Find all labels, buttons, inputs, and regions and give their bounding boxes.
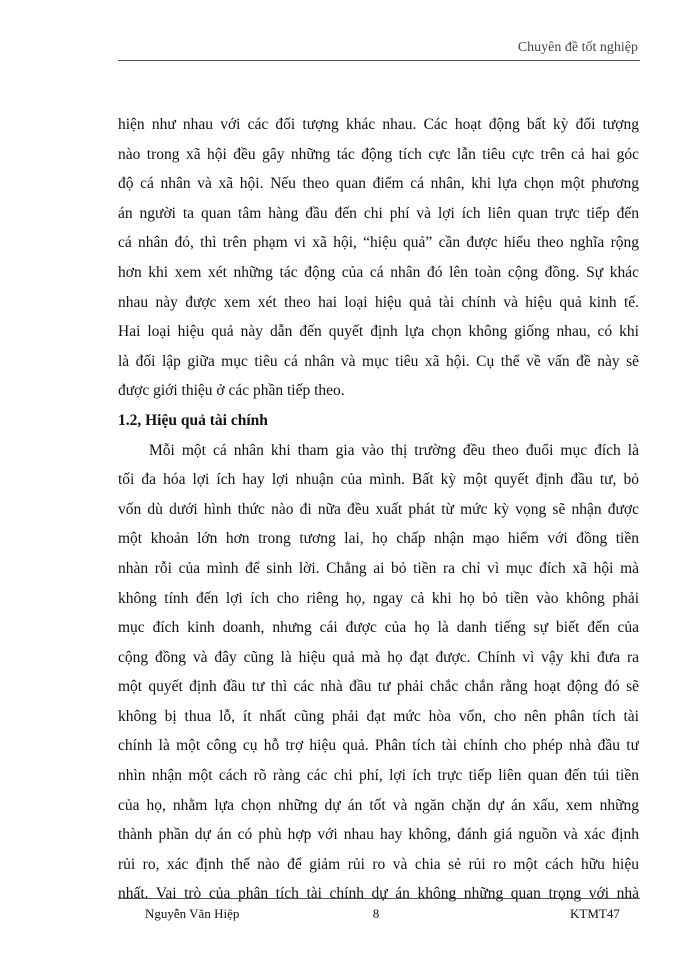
section-heading: 1.2, Hiệu quả tài chính bbox=[118, 411, 268, 429]
header-divider bbox=[118, 60, 640, 61]
body-line: hơn khi xem xét những tác động của cá nhân đó lên toàn cộng đồng. Sự khác bbox=[118, 263, 639, 281]
body-line: mục đích kinh doanh, nhưng cái được của họ là danh tiếng sự biết đến của bbox=[118, 619, 639, 637]
body-line: Hai loại hiệu quả này dẫn đến quyết định lựa chọn không giống nhau, có khi bbox=[118, 323, 639, 341]
body-line: của họ, nhằm lựa chọn những dự án tốt và ngăn chặn dự án xấu, xem những bbox=[118, 796, 639, 814]
body-line: vốn dù dưới hình thức nào đi nữa đều xuất phát từ mức kỳ vọng sẽ nhận được bbox=[118, 500, 639, 518]
body-line: nhàn rỗi của mình để sinh lời. Chẳng ai bỏ tiền ra chỉ vì mục đích xã hội mà bbox=[118, 559, 639, 577]
page-header-title: Chuyên đề tốt nghiệp bbox=[517, 40, 638, 55]
body-line: là đối lập giữa mục tiêu cá nhân và mục tiêu xã hội. Cụ thể về vấn đề này sẽ bbox=[118, 352, 639, 370]
body-line: nào trong xã hội đều gây những tác động tích cực lẫn tiêu cực trên cả hai góc bbox=[118, 145, 639, 163]
body-line: chính là một công cụ hỗ trợ hiệu quả. Phân tích tài chính cho phép nhà đầu tư bbox=[118, 737, 639, 755]
body-line: cá nhân đó, thì trên phạm vi xã hội, “hiệu quả” cần được hiểu theo nghĩa rộng bbox=[118, 234, 639, 252]
body-line: tối đa hóa lợi ích hay lợi nhuận của mình. Bất kỳ một quyết định đầu tư, bỏ bbox=[118, 471, 639, 489]
body-line: Mỗi một cá nhân khi tham gia vào thị trường đều theo đuổi mục đích là bbox=[149, 441, 639, 459]
body-line: nhất. Vai trò của phân tích tài chính dự án không những quan trọng với nhà bbox=[118, 885, 639, 903]
body-line: không bị thua lỗ, ít nhất cũng phải đạt mức hòa vốn, cho nên phân tích tài bbox=[118, 707, 639, 725]
body-line: thành phần dự án có phù hợp với nhau hay không, đánh giá nguồn và xác định bbox=[118, 826, 639, 844]
body-line: nhìn nhận một cách rõ ràng các chi phí, lợi ích trực tiếp liên quan đến túi tiền bbox=[118, 767, 639, 785]
document-body bbox=[118, 110, 639, 909]
footer-class-code: KTMT47 bbox=[570, 906, 620, 921]
body-line: án người ta quan tâm hàng đầu đến chi phí và lợi ích liên quan trực tiếp đến bbox=[118, 204, 639, 222]
footer-author: Nguyễn Văn Hiệp bbox=[145, 906, 240, 921]
body-line: một quyết định đầu tư thì các nhà đầu tư phải chắc chắn rằng hoạt động đó sẽ bbox=[118, 678, 639, 696]
page-number: 8 bbox=[372, 906, 380, 921]
body-line: một khoản lớn hơn trong tương lai, họ chấp nhận mạo hiểm với đồng tiền bbox=[118, 530, 639, 548]
footer-divider bbox=[118, 898, 640, 899]
body-line: được giới thiệu ở các phần tiếp theo. bbox=[118, 382, 345, 400]
body-line: hiện như nhau với các đối tượng khác nhau. Các hoạt động bất kỳ đối tượng bbox=[118, 116, 639, 133]
body-line: không tính đến lợi ích cho riêng họ, ngay cả khi họ bỏ tiền vào không phải bbox=[118, 589, 639, 607]
body-line: độ cá nhân và xã hội. Nếu theo quan điểm cá nhân, khi lựa chọn một phương bbox=[118, 175, 639, 193]
body-line: nhau này được xem xét theo hai loại hiệu quả tài chính và hiệu quả kinh tế. bbox=[118, 293, 639, 311]
body-line: rủi ro, xác định thế nào để giảm rủi ro và chia sẻ rủi ro một cách hữu hiệu bbox=[118, 855, 639, 873]
body-line: cộng đồng và đây cũng là hiệu quả mà họ đạt được. Chính vì vậy khi đưa ra bbox=[118, 648, 639, 666]
